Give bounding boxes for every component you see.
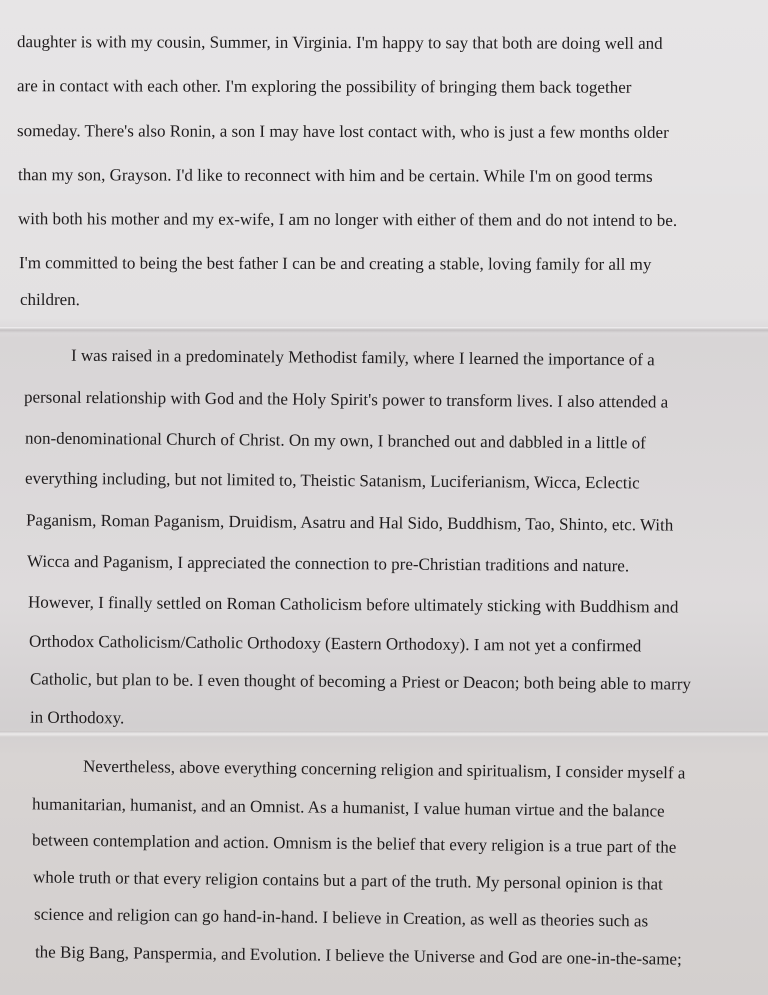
text-line: I was raised in a predominately Methodist family, where I learned the importance of a	[70, 345, 655, 370]
text-line: humanitarian, humanist, and an Omnist. As a humanist, I value human virtue and the balance	[31, 794, 665, 821]
text-line: everything including, but not limited to, Theistic Satanism, Luciferianism, Wicca, Eclectic	[24, 468, 640, 493]
text-line: I'm committed to being the best father I can be and creating a stable, loving family for all my	[18, 253, 652, 274]
text-line: daughter is with my cousin, Summer, in Virginia. I'm happy to say that both are doing well and	[16, 32, 663, 53]
text-line: Nevertheless, above everything concerning religion and spiritualism, I consider myself a	[82, 756, 686, 783]
text-line: Catholic, but plan to be. I even thought of becoming a Priest or Deacon; both being able to marry	[29, 669, 692, 694]
text-line: Paganism, Roman Paganism, Druidism, Asatru and Hal Sido, Buddhism, Tao, Shinto, etc. With	[25, 510, 674, 535]
text-line: Wicca and Paganism, I appreciated the connection to pre-Christian traditions and nature.	[26, 551, 630, 576]
text-line: However, I finally settled on Roman Catholicism before ultimately sticking with Buddhism and	[27, 592, 679, 617]
text-line: children.	[19, 289, 80, 310]
text-line: with both his mother and my ex-wife, I am no longer with either of them and do not intend to be.	[17, 209, 678, 230]
paper-fold-line	[0, 327, 768, 333]
text-line: someday. There's also Ronin, a son I may have lost contact with, who is just a few months older	[16, 121, 669, 142]
text-line: in Orthodoxy.	[29, 707, 125, 728]
text-line: science and religion can go hand-in-hand. I believe in Creation, as well as theories such as	[33, 904, 649, 931]
text-line: are in contact with each other. I'm exploring the possibility of bringing them back together	[16, 76, 632, 97]
text-line: the Big Bang, Panspermia, and Evolution. I believe the Universe and God are one-in-the-same;	[34, 942, 682, 969]
paper-fold-line	[0, 731, 768, 737]
text-line: whole truth or that every religion contains but a part of the truth. My personal opinion is that	[32, 867, 663, 894]
text-line: between contemplation and action. Omnism is the belief that every religion is a true part of the	[31, 830, 677, 857]
text-line: than my son, Grayson. I'd like to reconnect with him and be certain. While I'm on good terms	[17, 165, 653, 186]
text-line: personal relationship with God and the Holy Spirit's power to transform lives. I also attended a	[23, 387, 669, 412]
text-line: Orthodox Catholicism/Catholic Orthodoxy (Eastern Orthodoxy). I am not yet a confirmed	[28, 631, 642, 656]
text-line: non-denominational Church of Christ. On my own, I branched out and dabbled in a little of	[24, 428, 646, 453]
